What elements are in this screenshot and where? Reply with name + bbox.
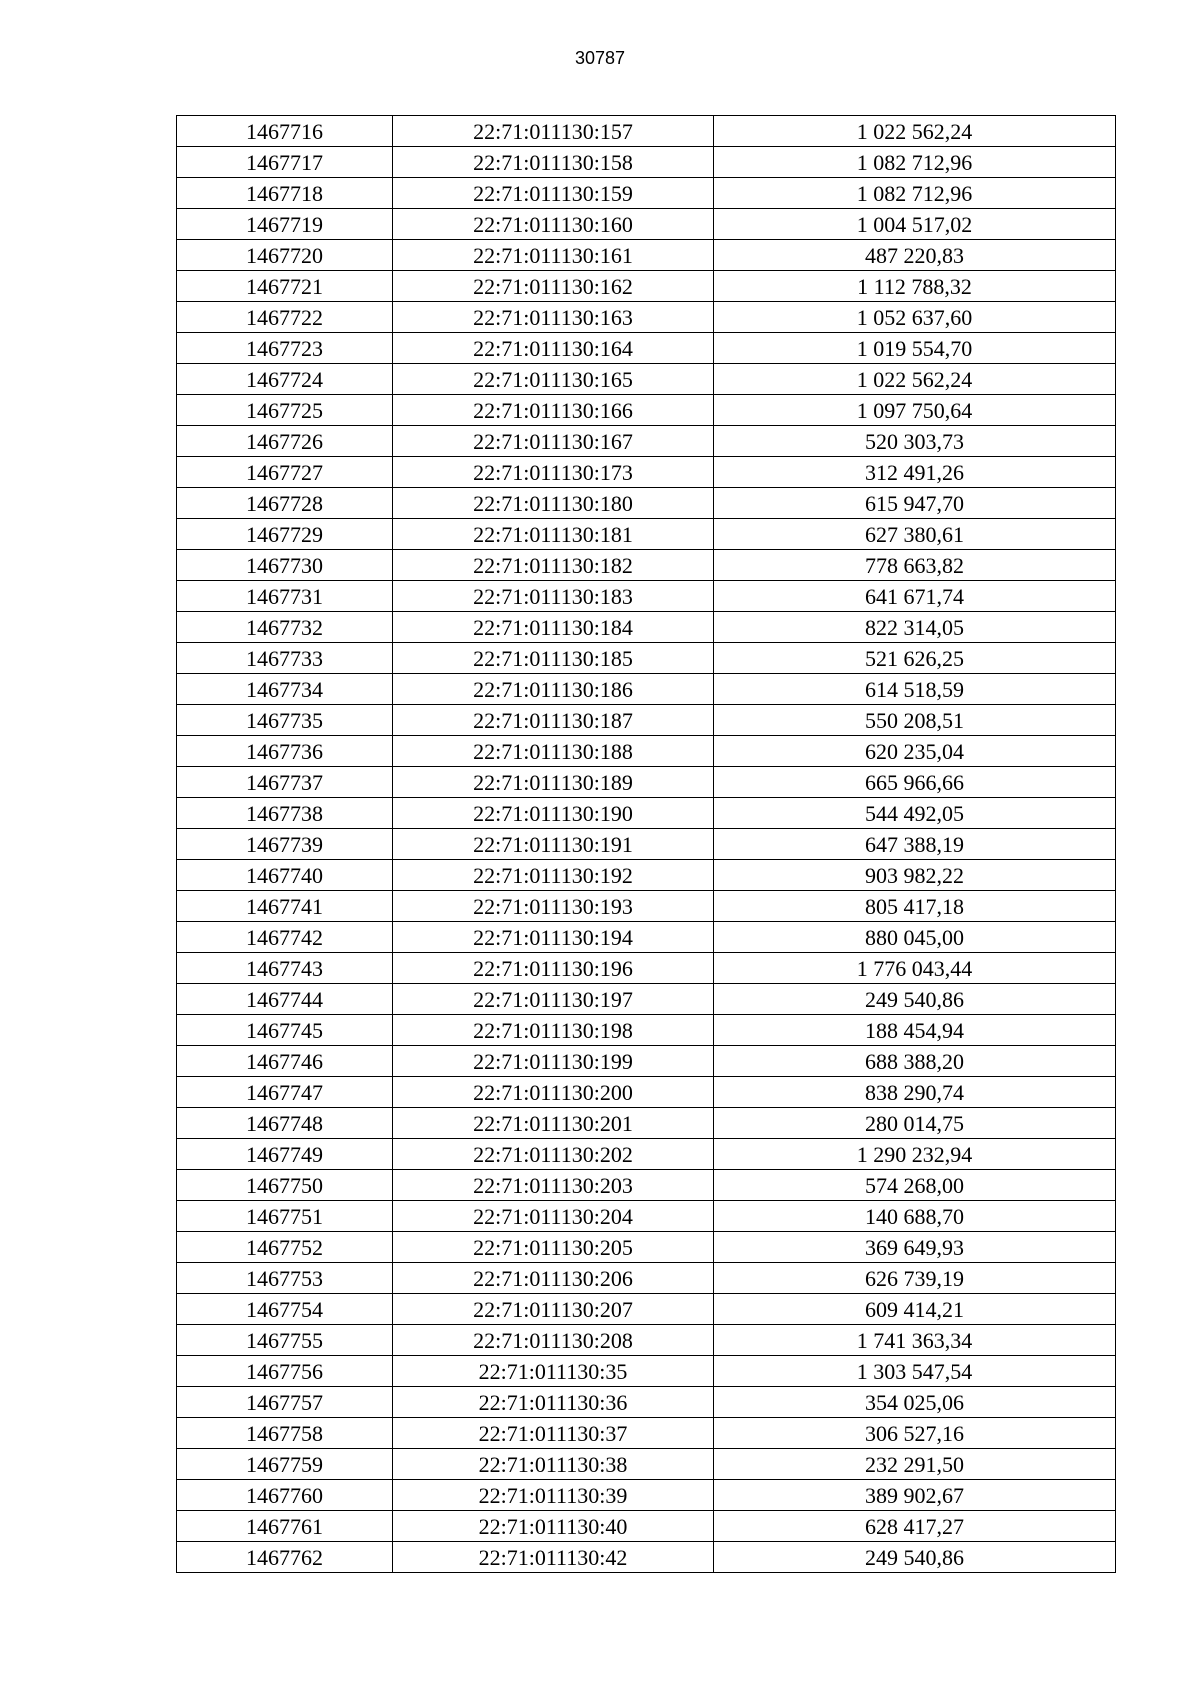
value-cell: 822 314,05 xyxy=(714,612,1116,643)
value-cell: 778 663,82 xyxy=(714,550,1116,581)
table-row xyxy=(177,116,1116,147)
value-cell: 1 112 788,32 xyxy=(714,271,1116,302)
record-number-cell: 1467721 xyxy=(177,271,393,302)
cadastral-number-cell: 22:71:011130:191 xyxy=(393,829,714,860)
record-number-cell: 1467728 xyxy=(177,488,393,519)
cadastral-number-cell: 22:71:011130:188 xyxy=(393,736,714,767)
record-number-cell: 1467741 xyxy=(177,891,393,922)
value-cell: 354 025,06 xyxy=(714,1387,1116,1418)
table-row xyxy=(177,1232,1116,1263)
table-row xyxy=(177,829,1116,860)
cadastral-number-cell: 22:71:011130:161 xyxy=(393,240,714,271)
record-number-cell: 1467733 xyxy=(177,643,393,674)
value-cell: 487 220,83 xyxy=(714,240,1116,271)
table-row xyxy=(177,612,1116,643)
value-cell: 249 540,86 xyxy=(714,1542,1116,1573)
cadastral-number-cell: 22:71:011130:186 xyxy=(393,674,714,705)
table-row xyxy=(177,240,1116,271)
cadastral-number-cell: 22:71:011130:199 xyxy=(393,1046,714,1077)
table-row xyxy=(177,1542,1116,1573)
value-cell: 838 290,74 xyxy=(714,1077,1116,1108)
table-body xyxy=(177,116,1116,1573)
cadastral-number-cell: 22:71:011130:181 xyxy=(393,519,714,550)
record-number-cell: 1467753 xyxy=(177,1263,393,1294)
value-cell: 641 671,74 xyxy=(714,581,1116,612)
value-cell: 140 688,70 xyxy=(714,1201,1116,1232)
value-cell: 1 741 363,34 xyxy=(714,1325,1116,1356)
table-row xyxy=(177,1356,1116,1387)
table-row xyxy=(177,395,1116,426)
cadastral-number-cell: 22:71:011130:201 xyxy=(393,1108,714,1139)
cadastral-number-cell: 22:71:011130:35 xyxy=(393,1356,714,1387)
value-cell: 1 082 712,96 xyxy=(714,178,1116,209)
cadastral-number-cell: 22:71:011130:190 xyxy=(393,798,714,829)
value-cell: 615 947,70 xyxy=(714,488,1116,519)
record-number-cell: 1467761 xyxy=(177,1511,393,1542)
record-number-cell: 1467732 xyxy=(177,612,393,643)
table-row xyxy=(177,1294,1116,1325)
cadastral-number-cell: 22:71:011130:208 xyxy=(393,1325,714,1356)
cadastral-number-cell: 22:71:011130:183 xyxy=(393,581,714,612)
cadastral-number-cell: 22:71:011130:159 xyxy=(393,178,714,209)
record-number-cell: 1467737 xyxy=(177,767,393,798)
cadastral-number-cell: 22:71:011130:197 xyxy=(393,984,714,1015)
cadastral-number-cell: 22:71:011130:173 xyxy=(393,457,714,488)
table-row xyxy=(177,1015,1116,1046)
table-row xyxy=(177,891,1116,922)
cadastral-number-cell: 22:71:011130:192 xyxy=(393,860,714,891)
record-number-cell: 1467750 xyxy=(177,1170,393,1201)
table-row xyxy=(177,364,1116,395)
record-number-cell: 1467738 xyxy=(177,798,393,829)
cadastral-number-cell: 22:71:011130:163 xyxy=(393,302,714,333)
table-row xyxy=(177,736,1116,767)
value-cell: 550 208,51 xyxy=(714,705,1116,736)
table-row xyxy=(177,178,1116,209)
table-row xyxy=(177,302,1116,333)
value-cell: 1 022 562,24 xyxy=(714,116,1116,147)
record-number-cell: 1467729 xyxy=(177,519,393,550)
cadastral-number-cell: 22:71:011130:193 xyxy=(393,891,714,922)
value-cell: 306 527,16 xyxy=(714,1418,1116,1449)
table-row xyxy=(177,1511,1116,1542)
cadastral-number-cell: 22:71:011130:167 xyxy=(393,426,714,457)
record-number-cell: 1467727 xyxy=(177,457,393,488)
value-cell: 688 388,20 xyxy=(714,1046,1116,1077)
value-cell: 280 014,75 xyxy=(714,1108,1116,1139)
value-cell: 620 235,04 xyxy=(714,736,1116,767)
value-cell: 1 004 517,02 xyxy=(714,209,1116,240)
record-number-cell: 1467742 xyxy=(177,922,393,953)
record-number-cell: 1467754 xyxy=(177,1294,393,1325)
table-row xyxy=(177,1108,1116,1139)
value-cell: 188 454,94 xyxy=(714,1015,1116,1046)
table-row xyxy=(177,519,1116,550)
record-number-cell: 1467755 xyxy=(177,1325,393,1356)
table-row xyxy=(177,550,1116,581)
table-row xyxy=(177,1046,1116,1077)
cadastral-number-cell: 22:71:011130:206 xyxy=(393,1263,714,1294)
cadastral-number-cell: 22:71:011130:164 xyxy=(393,333,714,364)
record-number-cell: 1467718 xyxy=(177,178,393,209)
value-cell: 609 414,21 xyxy=(714,1294,1116,1325)
cadastral-number-cell: 22:71:011130:160 xyxy=(393,209,714,240)
record-number-cell: 1467758 xyxy=(177,1418,393,1449)
cadastral-number-cell: 22:71:011130:40 xyxy=(393,1511,714,1542)
cadastral-number-cell: 22:71:011130:166 xyxy=(393,395,714,426)
record-number-cell: 1467762 xyxy=(177,1542,393,1573)
value-cell: 1 290 232,94 xyxy=(714,1139,1116,1170)
table-row xyxy=(177,1139,1116,1170)
table-row xyxy=(177,674,1116,705)
cadastral-number-cell: 22:71:011130:157 xyxy=(393,116,714,147)
table-row xyxy=(177,860,1116,891)
table-row xyxy=(177,1263,1116,1294)
record-number-cell: 1467736 xyxy=(177,736,393,767)
table-row xyxy=(177,581,1116,612)
value-cell: 1 052 637,60 xyxy=(714,302,1116,333)
table-row xyxy=(177,209,1116,240)
value-cell: 1 082 712,96 xyxy=(714,147,1116,178)
cadastral-number-cell: 22:71:011130:39 xyxy=(393,1480,714,1511)
cadastral-number-cell: 22:71:011130:158 xyxy=(393,147,714,178)
table-row xyxy=(177,333,1116,364)
value-cell: 903 982,22 xyxy=(714,860,1116,891)
table-row xyxy=(177,147,1116,178)
cadastral-number-cell: 22:71:011130:203 xyxy=(393,1170,714,1201)
value-cell: 1 776 043,44 xyxy=(714,953,1116,984)
value-cell: 389 902,67 xyxy=(714,1480,1116,1511)
table-row xyxy=(177,1480,1116,1511)
table-row xyxy=(177,1418,1116,1449)
cadastral-number-cell: 22:71:011130:184 xyxy=(393,612,714,643)
cadastral-number-cell: 22:71:011130:37 xyxy=(393,1418,714,1449)
record-number-cell: 1467752 xyxy=(177,1232,393,1263)
table-row xyxy=(177,1387,1116,1418)
record-number-cell: 1467719 xyxy=(177,209,393,240)
value-cell: 574 268,00 xyxy=(714,1170,1116,1201)
cadastral-number-cell: 22:71:011130:202 xyxy=(393,1139,714,1170)
record-number-cell: 1467745 xyxy=(177,1015,393,1046)
table-row xyxy=(177,984,1116,1015)
record-number-cell: 1467748 xyxy=(177,1108,393,1139)
record-number-cell: 1467722 xyxy=(177,302,393,333)
cadastral-number-cell: 22:71:011130:196 xyxy=(393,953,714,984)
record-number-cell: 1467725 xyxy=(177,395,393,426)
table-row xyxy=(177,1201,1116,1232)
value-cell: 1 022 562,24 xyxy=(714,364,1116,395)
table-row xyxy=(177,798,1116,829)
record-number-cell: 1467743 xyxy=(177,953,393,984)
record-number-cell: 1467749 xyxy=(177,1139,393,1170)
record-number-cell: 1467724 xyxy=(177,364,393,395)
cadastral-number-cell: 22:71:011130:187 xyxy=(393,705,714,736)
record-number-cell: 1467747 xyxy=(177,1077,393,1108)
value-cell: 1 097 750,64 xyxy=(714,395,1116,426)
table-row xyxy=(177,953,1116,984)
data-table xyxy=(176,115,1116,1573)
record-number-cell: 1467720 xyxy=(177,240,393,271)
record-number-cell: 1467751 xyxy=(177,1201,393,1232)
record-number-cell: 1467760 xyxy=(177,1480,393,1511)
cadastral-number-cell: 22:71:011130:182 xyxy=(393,550,714,581)
table-row xyxy=(177,1170,1116,1201)
value-cell: 647 388,19 xyxy=(714,829,1116,860)
value-cell: 544 492,05 xyxy=(714,798,1116,829)
table-row xyxy=(177,271,1116,302)
record-number-cell: 1467731 xyxy=(177,581,393,612)
record-number-cell: 1467717 xyxy=(177,147,393,178)
value-cell: 628 417,27 xyxy=(714,1511,1116,1542)
value-cell: 232 291,50 xyxy=(714,1449,1116,1480)
value-cell: 520 303,73 xyxy=(714,426,1116,457)
cadastral-number-cell: 22:71:011130:204 xyxy=(393,1201,714,1232)
table-row xyxy=(177,767,1116,798)
table-row xyxy=(177,1325,1116,1356)
record-number-cell: 1467757 xyxy=(177,1387,393,1418)
record-number-cell: 1467756 xyxy=(177,1356,393,1387)
value-cell: 521 626,25 xyxy=(714,643,1116,674)
value-cell: 614 518,59 xyxy=(714,674,1116,705)
record-number-cell: 1467716 xyxy=(177,116,393,147)
table-row xyxy=(177,488,1116,519)
cadastral-number-cell: 22:71:011130:180 xyxy=(393,488,714,519)
table-row xyxy=(177,643,1116,674)
record-number-cell: 1467723 xyxy=(177,333,393,364)
table-row xyxy=(177,922,1116,953)
record-number-cell: 1467744 xyxy=(177,984,393,1015)
cadastral-number-cell: 22:71:011130:205 xyxy=(393,1232,714,1263)
record-number-cell: 1467759 xyxy=(177,1449,393,1480)
table-row xyxy=(177,1077,1116,1108)
value-cell: 626 739,19 xyxy=(714,1263,1116,1294)
cadastral-number-cell: 22:71:011130:165 xyxy=(393,364,714,395)
record-number-cell: 1467735 xyxy=(177,705,393,736)
record-number-cell: 1467740 xyxy=(177,860,393,891)
value-cell: 880 045,00 xyxy=(714,922,1116,953)
cadastral-number-cell: 22:71:011130:185 xyxy=(393,643,714,674)
value-cell: 805 417,18 xyxy=(714,891,1116,922)
cadastral-number-cell: 22:71:011130:162 xyxy=(393,271,714,302)
record-number-cell: 1467746 xyxy=(177,1046,393,1077)
cadastral-number-cell: 22:71:011130:207 xyxy=(393,1294,714,1325)
value-cell: 1 019 554,70 xyxy=(714,333,1116,364)
record-number-cell: 1467730 xyxy=(177,550,393,581)
cadastral-number-cell: 22:71:011130:194 xyxy=(393,922,714,953)
value-cell: 665 966,66 xyxy=(714,767,1116,798)
value-cell: 312 491,26 xyxy=(714,457,1116,488)
value-cell: 369 649,93 xyxy=(714,1232,1116,1263)
cadastral-number-cell: 22:71:011130:42 xyxy=(393,1542,714,1573)
record-number-cell: 1467726 xyxy=(177,426,393,457)
record-number-cell: 1467734 xyxy=(177,674,393,705)
value-cell: 627 380,61 xyxy=(714,519,1116,550)
table-row xyxy=(177,426,1116,457)
cadastral-number-cell: 22:71:011130:189 xyxy=(393,767,714,798)
value-cell: 249 540,86 xyxy=(714,984,1116,1015)
cadastral-number-cell: 22:71:011130:38 xyxy=(393,1449,714,1480)
table-row xyxy=(177,705,1116,736)
table-row xyxy=(177,1449,1116,1480)
value-cell: 1 303 547,54 xyxy=(714,1356,1116,1387)
cadastral-number-cell: 22:71:011130:36 xyxy=(393,1387,714,1418)
cadastral-number-cell: 22:71:011130:198 xyxy=(393,1015,714,1046)
page-number: 30787 xyxy=(574,48,626,68)
table-row xyxy=(177,457,1116,488)
record-number-cell: 1467739 xyxy=(177,829,393,860)
cadastral-number-cell: 22:71:011130:200 xyxy=(393,1077,714,1108)
